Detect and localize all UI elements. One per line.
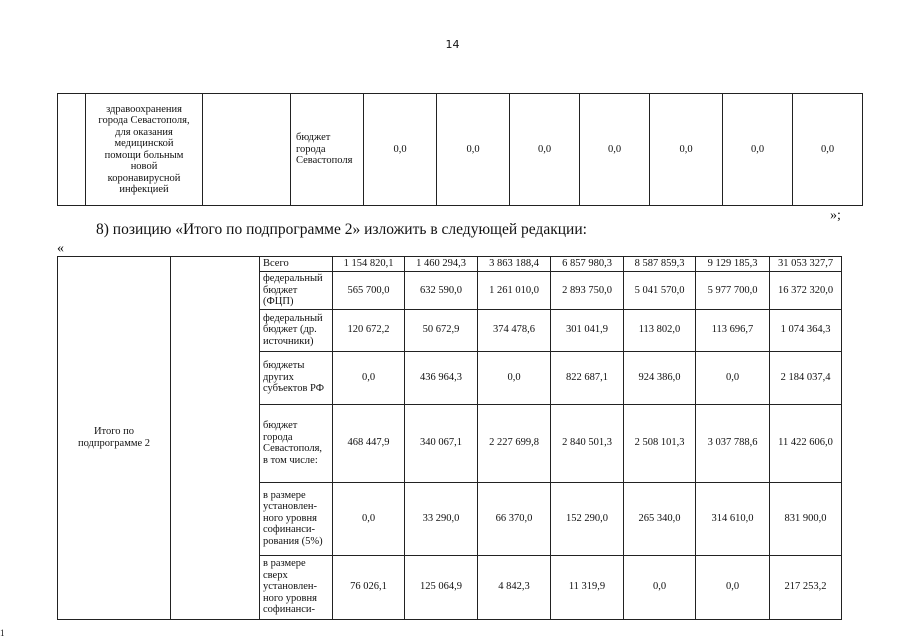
section-heading: 8) позицию «Итого по подпрограмме 2» изложить в следующей редакции: — [96, 221, 587, 238]
value-cell: 9 129 185,3 — [696, 257, 770, 272]
description-line: медицинской — [114, 138, 174, 149]
value-cell: 4 842,3 — [478, 555, 551, 619]
funding-label-sevastopol: бюджет города Севастополя, в том числе: — [260, 404, 333, 482]
value-cell: 301 041,9 — [551, 309, 624, 351]
description-line: города Севастополя, — [98, 115, 190, 126]
value-cell: 66 370,0 — [478, 482, 551, 555]
value-cell: 2 893 750,0 — [551, 272, 624, 310]
executor-cell — [203, 94, 291, 206]
value-cell: 374 478,6 — [478, 309, 551, 351]
value-cell: 0,0 — [624, 555, 696, 619]
funding-label-total: Всего — [260, 257, 333, 272]
value-cell: 113 696,7 — [696, 309, 770, 351]
value-cell: 831 900,0 — [770, 482, 842, 555]
value-cell: 2 508 101,3 — [624, 404, 696, 482]
value-cell: 1 460 294,3 — [405, 257, 478, 272]
value-cell: 3 037 788,6 — [696, 404, 770, 482]
value-cell: 632 590,0 — [405, 272, 478, 310]
value-cell: 0,0 — [696, 555, 770, 619]
value-cell: 314 610,0 — [696, 482, 770, 555]
value-cell: 565 700,0 — [333, 272, 405, 310]
opening-quote: « — [57, 241, 64, 256]
value-cell: 0,0 — [333, 351, 405, 404]
value-cell: 0,0 — [437, 94, 510, 206]
empty-executor-cell — [171, 257, 260, 620]
value-cell: 3 863 188,4 — [478, 257, 551, 272]
value-cell: 6 857 980,3 — [551, 257, 624, 272]
value-cell: 0,0 — [510, 94, 580, 206]
value-cell: 8 587 859,3 — [624, 257, 696, 272]
value-cell: 436 964,3 — [405, 351, 478, 404]
row-number-cell — [58, 94, 86, 206]
value-cell: 76 026,1 — [333, 555, 405, 619]
value-cell: 0,0 — [333, 482, 405, 555]
value-cell: 125 064,9 — [405, 555, 478, 619]
value-cell: 33 290,0 — [405, 482, 478, 555]
value-cell: 924 386,0 — [624, 351, 696, 404]
value-cell: 0,0 — [580, 94, 650, 206]
value-cell: 113 802,0 — [624, 309, 696, 351]
value-cell: 5 041 570,0 — [624, 272, 696, 310]
description-line: помощи больным — [104, 149, 184, 161]
description-line: инфекцией — [119, 184, 169, 195]
closing-quote: »; — [830, 208, 841, 223]
edge-mark: 1 — [0, 628, 5, 638]
value-cell: 16 372 320,0 — [770, 272, 842, 310]
value-cell: 468 447,9 — [333, 404, 405, 482]
description-line: новой — [130, 161, 158, 172]
description-line: коронавирусной — [107, 172, 181, 184]
description-line: здравоохранения — [106, 103, 182, 115]
value-cell: 0,0 — [696, 351, 770, 404]
value-cell: 0,0 — [723, 94, 793, 206]
value-cell: 152 290,0 — [551, 482, 624, 555]
funding-label-federal-fcp: федеральный бюджет (ФЦП) — [260, 272, 333, 310]
subprogram-label: Итого по подпрограмме 2 — [77, 426, 151, 449]
value-cell: 0,0 — [478, 351, 551, 404]
funding-label-other-regions: бюджеты других субъектов РФ — [260, 351, 333, 404]
value-cell: 0,0 — [650, 94, 723, 206]
value-cell: 120 672,2 — [333, 309, 405, 351]
value-cell: 11 319,9 — [551, 555, 624, 619]
value-cell: 265 340,0 — [624, 482, 696, 555]
value-cell: 0,0 — [793, 94, 863, 206]
continuation-table — [57, 93, 863, 206]
description-line: для оказания — [115, 126, 173, 138]
value-cell: 822 687,1 — [551, 351, 624, 404]
funding-source-cell: бюджет города Севастополя — [291, 94, 364, 206]
value-cell: 1 154 820,1 — [333, 257, 405, 272]
funding-label-above-cofinancing: в размере сверх установлен-ного уровня софинанси- — [260, 555, 333, 619]
value-cell: 2 227 699,8 — [478, 404, 551, 482]
value-cell: 340 067,1 — [405, 404, 478, 482]
value-cell: 1 261 010,0 — [478, 272, 551, 310]
value-cell: 2 840 501,3 — [551, 404, 624, 482]
funding-label-federal-other: федеральный бюджет (др. источники) — [260, 309, 333, 351]
value-cell: 217 253,2 — [770, 555, 842, 619]
value-cell: 11 422 606,0 — [770, 404, 842, 482]
value-cell: 1 074 364,3 — [770, 309, 842, 351]
value-cell: 31 053 327,7 — [770, 257, 842, 272]
value-cell: 2 184 037,4 — [770, 351, 842, 404]
funding-label-cofinancing: в размере установлен-ного уровня софинанси-рования (5%) — [260, 482, 333, 555]
subprogram-label-cell — [58, 257, 171, 620]
value-cell: 5 977 700,0 — [696, 272, 770, 310]
value-cell: 50 672,9 — [405, 309, 478, 351]
value-cell: 0,0 — [364, 94, 437, 206]
subprogram-total-table — [57, 256, 842, 620]
measure-description-cell — [86, 94, 203, 206]
page-number: 14 — [445, 38, 460, 51]
